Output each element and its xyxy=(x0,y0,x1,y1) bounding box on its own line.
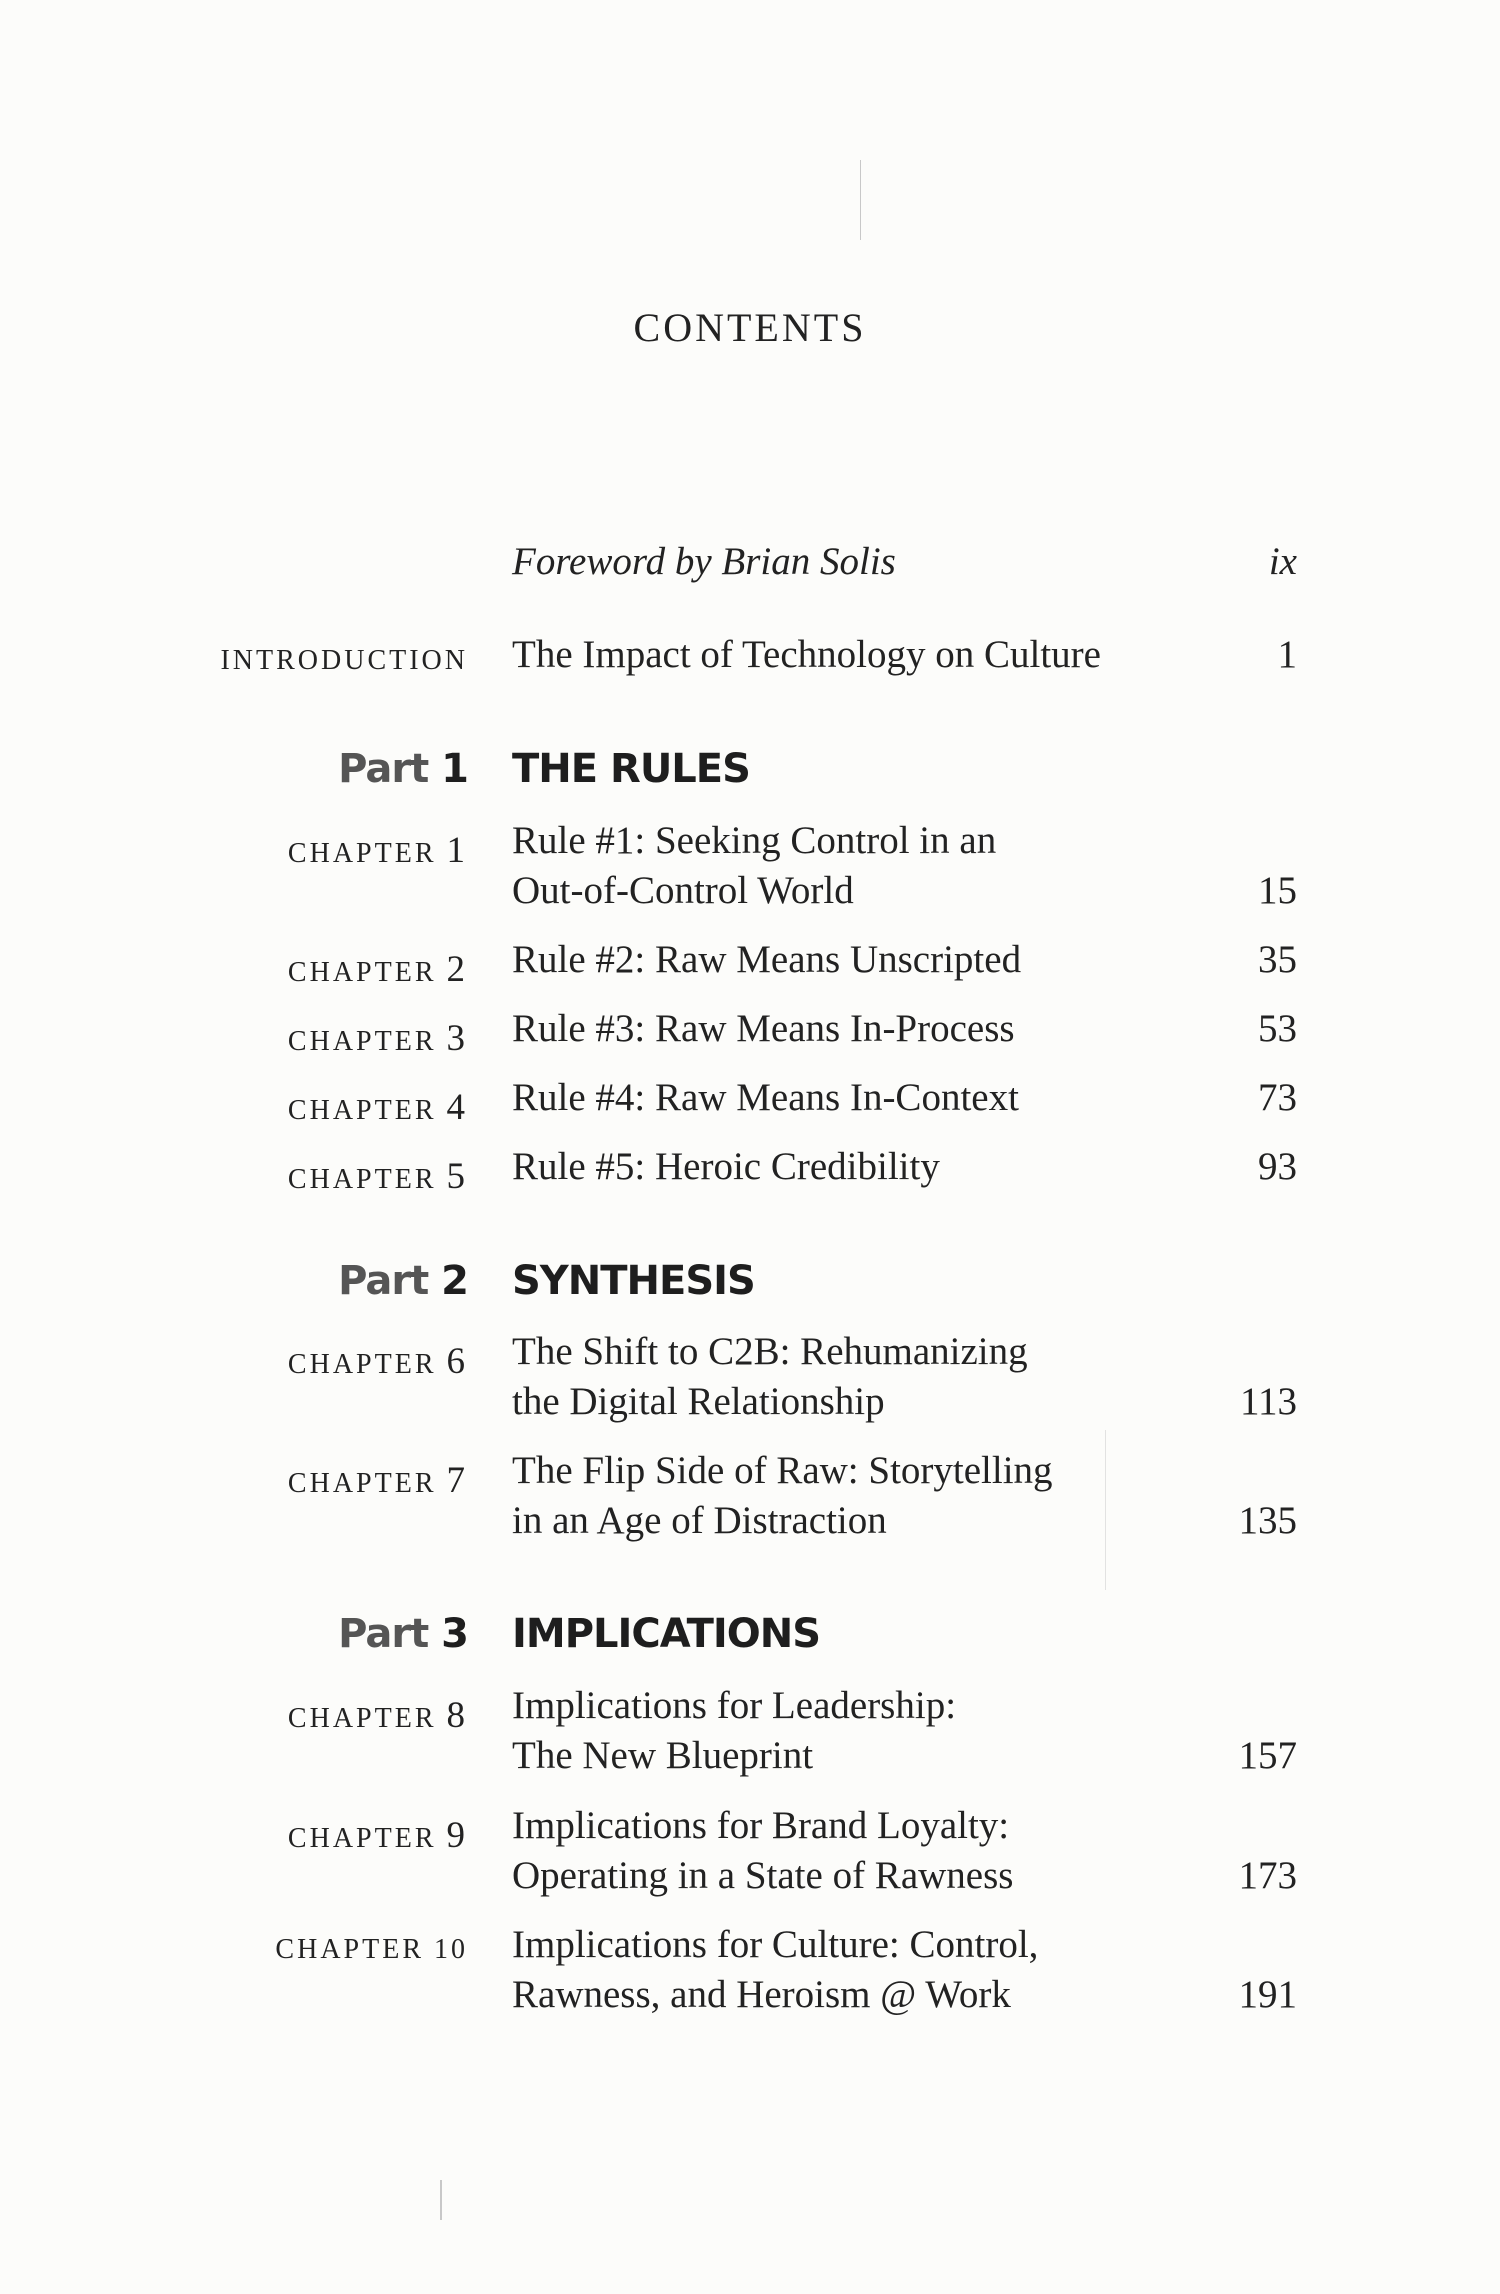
part-label xyxy=(338,1611,468,1657)
entry-title-line: in an Age of Distraction xyxy=(512,1499,887,1542)
entry-title-line: Rule #5: Heroic Credibility xyxy=(512,1145,940,1188)
chapter-word: CHAPTER xyxy=(287,1095,437,1126)
part-title: SYNTHESIS xyxy=(512,1258,755,1304)
entry-title-line: Rule #4: Raw Means In-Context xyxy=(512,1076,1019,1119)
entry-page-number: 173 xyxy=(1238,1854,1297,1897)
chapter-word: CHAPTER xyxy=(287,1823,437,1854)
entry-title-line: Implications for Culture: Control, xyxy=(512,1923,1039,1966)
chapter-word: CHAPTER xyxy=(287,1703,437,1734)
scan-artifact xyxy=(860,160,861,240)
entry-title xyxy=(512,630,1101,680)
chapter-word: CHAPTER xyxy=(287,1468,437,1499)
entry-title-line: Foreword by Brian Solis xyxy=(512,540,896,583)
entry-title-line: The New Blueprint xyxy=(512,1734,814,1777)
entry-title xyxy=(512,1681,1072,1781)
entry-page-number: 53 xyxy=(1258,1007,1297,1050)
entry-title-line: Implications for Leadership: xyxy=(512,1684,957,1727)
entry-label xyxy=(275,1936,468,1964)
entry-title xyxy=(512,935,1072,985)
chapter-word: CHAPTER xyxy=(287,1349,437,1380)
entry-page-number: 157 xyxy=(1238,1734,1297,1777)
entry-title-line: Rule #3: Raw Means In-Process xyxy=(512,1007,1015,1050)
entry-title xyxy=(512,816,1072,916)
entry-title-line: the Digital Relationship xyxy=(512,1380,885,1423)
chapter-number: 8 xyxy=(446,1695,468,1736)
entry-title xyxy=(512,1142,1072,1192)
entry-label xyxy=(288,951,468,988)
part-number: 2 xyxy=(441,1258,468,1304)
chapter-word: CHAPTER xyxy=(287,957,437,988)
part-number: 3 xyxy=(441,1611,468,1657)
entry-title-line: The Shift to C2B: Rehumanizing xyxy=(512,1330,1028,1373)
entry-title-line: Operating in a State of Rawness xyxy=(512,1854,1014,1897)
entry-title-line: Out-of-Control World xyxy=(512,869,854,912)
entry-page-number: 1 xyxy=(1277,633,1297,676)
page-title: CONTENTS xyxy=(633,305,867,350)
part-title: IMPLICATIONS xyxy=(512,1611,821,1657)
entry-label xyxy=(288,1817,468,1854)
part-label xyxy=(338,746,468,792)
chapter-number: 4 xyxy=(446,1087,468,1128)
part-number: 1 xyxy=(441,746,468,792)
entry-title xyxy=(512,1073,1072,1123)
chapter-word: CHAPTER xyxy=(287,1164,437,1195)
chapter-number: 6 xyxy=(446,1341,468,1382)
chapter-number: 10 xyxy=(434,1934,468,1965)
entry-page-number: 135 xyxy=(1238,1499,1297,1542)
chapter-word: CHAPTER xyxy=(287,1026,437,1057)
entry-title xyxy=(512,1327,1072,1427)
entry-title-line: Rule #1: Seeking Control in an xyxy=(512,819,997,862)
scan-artifact xyxy=(1105,1430,1106,1590)
entry-page-number: 191 xyxy=(1238,1973,1297,2016)
entry-title xyxy=(512,1004,1072,1054)
entry-title-line: Rule #2: Raw Means Unscripted xyxy=(512,938,1022,981)
entry-page-number: 73 xyxy=(1258,1076,1297,1119)
entry-label xyxy=(288,1697,468,1734)
entry-label xyxy=(288,1343,468,1380)
chapter-number: 9 xyxy=(446,1815,468,1856)
entry-label xyxy=(288,1089,468,1126)
entry-label: INTRODUCTION xyxy=(220,645,468,676)
part-label xyxy=(338,1258,468,1304)
part-word: Part xyxy=(338,1611,429,1657)
entry-label xyxy=(288,1158,468,1195)
entry-title-line: Rawness, and Heroism @ Work xyxy=(512,1973,1011,2016)
entry-page-number: 15 xyxy=(1258,869,1297,912)
entry-label xyxy=(288,832,468,869)
entry-title xyxy=(512,1446,1072,1546)
chapter-number: 2 xyxy=(446,949,468,990)
chapter-number: 1 xyxy=(446,830,468,871)
entry-page-number: 35 xyxy=(1258,938,1297,981)
entry-title-line: Implications for Brand Loyalty: xyxy=(512,1804,1010,1847)
part-title: THE RULES xyxy=(512,746,750,792)
part-word: Part xyxy=(338,746,429,792)
entry-title xyxy=(512,537,1072,587)
chapter-word: CHAPTER xyxy=(275,1934,424,1965)
entry-page-number: 113 xyxy=(1239,1380,1297,1423)
scan-artifact xyxy=(440,2180,442,2220)
chapter-word: CHAPTER xyxy=(287,838,437,869)
part-word: Part xyxy=(338,1258,429,1304)
entry-page-number: 93 xyxy=(1258,1145,1297,1188)
entry-title-line: The Impact of Technology on Culture xyxy=(512,633,1101,676)
entry-page-number: ix xyxy=(1268,540,1297,583)
entry-label xyxy=(288,1462,468,1499)
entry-title xyxy=(512,1801,1072,1901)
chapter-number: 3 xyxy=(446,1018,468,1059)
entry-title-line: The Flip Side of Raw: Storytelling xyxy=(512,1449,1053,1492)
chapter-number: 5 xyxy=(446,1156,468,1197)
entry-title xyxy=(512,1920,1072,2020)
chapter-number: 7 xyxy=(446,1460,468,1501)
entry-label xyxy=(288,1020,468,1057)
